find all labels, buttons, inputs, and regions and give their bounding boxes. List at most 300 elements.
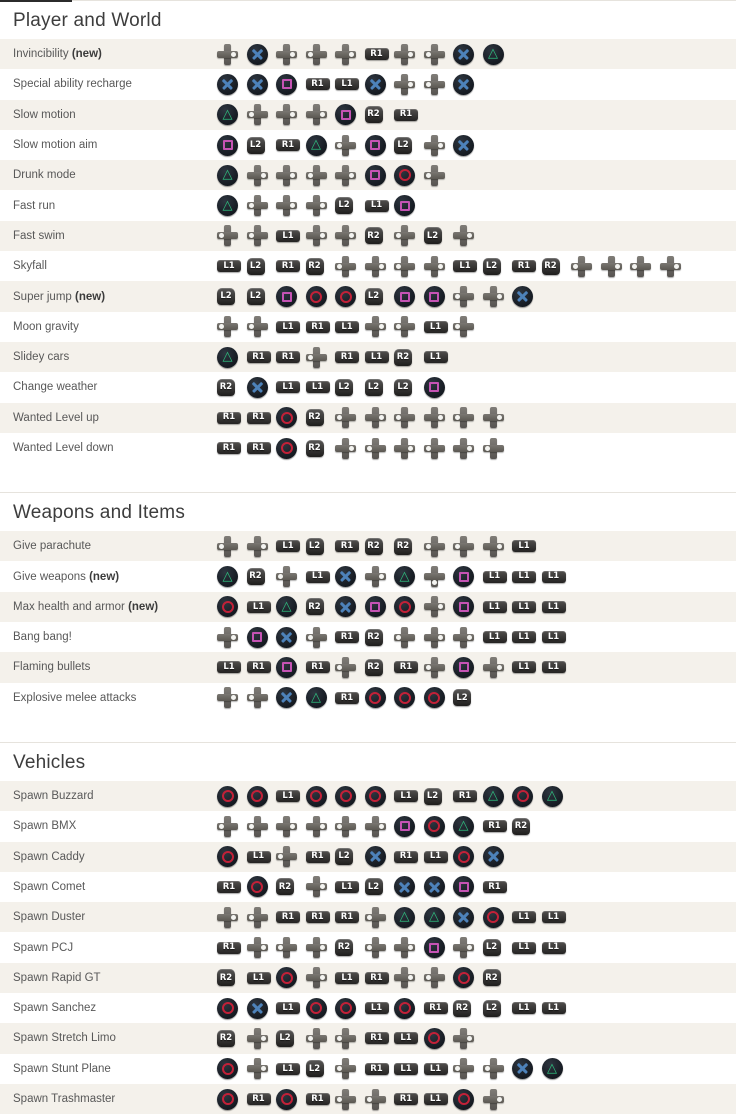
dpad-left-icon — [394, 627, 415, 648]
cheat-row — [0, 251, 736, 281]
button-slot — [335, 1028, 365, 1049]
button-slot — [424, 1093, 454, 1105]
circle-button-icon — [424, 816, 445, 837]
button-slot — [424, 596, 454, 617]
circle-button-icon — [217, 786, 238, 807]
circle-button-icon — [335, 286, 356, 307]
l1-button-icon: L1 — [512, 631, 536, 643]
button-sequence — [217, 907, 571, 928]
button-slot — [276, 438, 306, 459]
button-slot — [306, 661, 336, 673]
circle-button-icon — [453, 1089, 474, 1110]
button-slot — [424, 566, 454, 587]
button-slot — [247, 907, 277, 928]
button-slot — [365, 74, 395, 95]
dpad-left-icon — [335, 256, 356, 277]
button-slot — [276, 74, 306, 95]
triangle-button-icon: △ — [276, 596, 297, 617]
section-weapons-and-items — [0, 492, 736, 713]
button-slot — [394, 816, 424, 837]
cheat-row — [0, 531, 736, 561]
button-slot — [276, 139, 306, 151]
button-slot — [247, 412, 277, 424]
cheat-name-text: Spawn Trashmaster — [13, 1093, 116, 1106]
cheat-name — [0, 291, 217, 303]
cheat-row — [0, 561, 736, 591]
button-slot — [453, 1089, 483, 1110]
cross-button-icon — [512, 1058, 533, 1079]
cheat-row — [0, 652, 736, 682]
button-slot — [483, 907, 513, 928]
l2-button-icon: L2 — [394, 379, 412, 396]
button-slot — [424, 377, 454, 398]
button-slot — [365, 878, 395, 895]
square-button-icon — [217, 135, 238, 156]
cheat-name — [0, 139, 217, 151]
l1-button-icon: L1 — [424, 851, 448, 863]
button-slot — [365, 407, 395, 428]
button-slot — [483, 601, 513, 613]
l1-button-icon: L1 — [512, 942, 536, 954]
square-button-icon — [453, 566, 474, 587]
button-slot — [247, 1058, 277, 1079]
button-slot — [483, 657, 513, 678]
cross-button-icon — [247, 44, 268, 65]
dpad-left-icon — [424, 438, 445, 459]
button-sequence — [217, 195, 424, 216]
r2-button-icon: R2 — [217, 379, 235, 396]
button-slot — [276, 1089, 306, 1110]
l2-button-icon: L2 — [394, 137, 412, 154]
button-slot — [394, 851, 424, 863]
button-slot — [424, 1063, 454, 1075]
l2-button-icon: L2 — [483, 1000, 501, 1017]
cheat-name — [0, 412, 217, 424]
dpad-right-icon — [217, 627, 238, 648]
dpad-right-icon — [453, 937, 474, 958]
button-slot — [217, 627, 247, 648]
button-slot — [424, 687, 454, 708]
l2-button-icon: L2 — [335, 848, 353, 865]
button-slot — [365, 687, 395, 708]
l1-button-icon: L1 — [217, 661, 241, 673]
button-slot — [453, 689, 483, 706]
button-slot — [217, 536, 247, 557]
button-slot — [276, 1030, 306, 1047]
button-slot — [217, 135, 247, 156]
button-slot — [483, 44, 513, 65]
button-slot — [247, 44, 277, 65]
new-badge: (new) — [71, 48, 102, 61]
button-slot — [453, 438, 483, 459]
dpad-left-icon — [217, 816, 238, 837]
l2-button-icon: L2 — [306, 538, 324, 555]
l2-button-icon: L2 — [453, 689, 471, 706]
button-slot — [542, 571, 572, 583]
cheat-row — [0, 190, 736, 220]
l1-button-icon: L1 — [512, 661, 536, 673]
triangle-button-icon: △ — [217, 165, 238, 186]
button-slot — [394, 876, 424, 897]
button-sequence — [217, 74, 483, 95]
button-slot — [365, 316, 395, 337]
circle-button-icon — [394, 596, 415, 617]
circle-button-icon — [217, 1089, 238, 1110]
button-slot — [247, 998, 277, 1019]
cheat-name-text: Special ability recharge — [13, 78, 132, 91]
button-slot — [247, 351, 277, 363]
cheat-name — [0, 601, 217, 613]
dpad-left-icon — [247, 225, 268, 246]
l1-button-icon: L1 — [512, 911, 536, 923]
square-button-icon — [453, 876, 474, 897]
button-slot — [247, 661, 277, 673]
button-slot — [365, 351, 395, 363]
button-slot — [483, 820, 513, 832]
dpad-right-icon — [335, 44, 356, 65]
dpad-right-icon — [365, 566, 386, 587]
button-slot — [483, 846, 513, 867]
l2-button-icon: L2 — [306, 1060, 324, 1077]
dpad-left-icon — [453, 536, 474, 557]
r1-button-icon: R1 — [365, 1032, 389, 1044]
cheat-name-text: Invincibility — [13, 48, 69, 61]
button-slot — [247, 377, 277, 398]
button-slot — [335, 657, 365, 678]
button-slot — [306, 816, 336, 837]
cheat-row — [0, 1084, 736, 1114]
button-sequence — [217, 657, 571, 678]
dpad-right-icon — [424, 596, 445, 617]
l1-button-icon: L1 — [276, 230, 300, 242]
dpad-left-icon — [247, 816, 268, 837]
cheat-row — [0, 1023, 736, 1053]
cheat-name — [0, 230, 217, 242]
circle-button-icon — [365, 786, 386, 807]
button-slot — [453, 967, 483, 988]
button-slot — [424, 438, 454, 459]
button-slot — [217, 288, 247, 305]
button-slot — [453, 1000, 483, 1017]
square-button-icon — [394, 195, 415, 216]
cheat-row — [0, 592, 736, 622]
dpad-right-icon — [424, 256, 445, 277]
button-slot — [483, 786, 513, 807]
button-slot — [247, 687, 277, 708]
dpad-right-icon — [276, 165, 297, 186]
button-slot — [306, 998, 336, 1019]
r2-button-icon: R2 — [306, 598, 324, 615]
button-slot — [306, 937, 336, 958]
button-slot — [306, 409, 336, 426]
button-slot — [394, 165, 424, 186]
button-slot — [365, 135, 395, 156]
dpad-left-icon — [335, 1089, 356, 1110]
button-slot — [276, 911, 306, 923]
cheat-name-text: Fast swim — [13, 229, 65, 242]
dpad-right-icon — [306, 195, 327, 216]
cheat-name — [0, 911, 217, 923]
button-slot — [453, 846, 483, 867]
r1-button-icon: R1 — [335, 540, 359, 552]
circle-button-icon — [247, 876, 268, 897]
dpad-left-icon — [306, 627, 327, 648]
circle-button-icon — [394, 687, 415, 708]
dpad-right-icon — [335, 165, 356, 186]
r1-button-icon: R1 — [483, 820, 507, 832]
button-slot — [306, 165, 336, 186]
cheat-name-text: Spawn Caddy — [13, 850, 85, 863]
button-slot — [306, 911, 336, 923]
dpad-right-icon — [217, 44, 238, 65]
l1-button-icon: L1 — [306, 571, 330, 583]
button-slot — [365, 288, 395, 305]
button-slot — [306, 967, 336, 988]
dpad-right-icon — [276, 44, 297, 65]
cheat-name — [0, 571, 217, 583]
l1-button-icon: L1 — [247, 601, 271, 613]
button-slot — [306, 321, 336, 333]
button-slot — [365, 786, 395, 807]
button-slot — [542, 601, 572, 613]
button-slot — [365, 438, 395, 459]
r1-button-icon: R1 — [247, 412, 271, 424]
cheat-name-text: Moon gravity — [13, 320, 79, 333]
cross-button-icon — [247, 377, 268, 398]
button-slot — [306, 381, 336, 393]
button-slot — [276, 566, 306, 587]
r1-button-icon: R1 — [247, 1093, 271, 1105]
dpad-right-icon — [424, 135, 445, 156]
square-button-icon — [276, 286, 297, 307]
dpad-right-icon — [247, 1058, 268, 1079]
cheat-name-text: Fast run — [13, 199, 56, 212]
button-slot — [424, 135, 454, 156]
square-button-icon — [424, 937, 445, 958]
button-sequence — [217, 566, 571, 587]
button-sequence — [217, 104, 424, 125]
button-sequence — [217, 1089, 512, 1110]
button-slot — [453, 816, 483, 837]
dpad-right-icon — [217, 907, 238, 928]
button-slot — [217, 44, 247, 65]
button-slot — [542, 1058, 572, 1079]
dpad-left-icon — [394, 407, 415, 428]
dpad-right-icon — [335, 438, 356, 459]
button-slot — [306, 44, 336, 65]
cheat-name-text: Bang bang! — [13, 631, 72, 644]
section-title: Vehicles — [0, 743, 736, 781]
button-slot — [365, 48, 395, 60]
cheat-name — [0, 881, 217, 893]
square-button-icon — [276, 74, 297, 95]
button-slot — [365, 538, 395, 555]
r2-button-icon: R2 — [394, 538, 412, 555]
button-slot — [394, 790, 424, 802]
triangle-button-icon: △ — [542, 786, 563, 807]
triangle-button-icon: △ — [453, 816, 474, 837]
button-slot — [276, 540, 306, 552]
l1-button-icon: L1 — [542, 911, 566, 923]
dpad-right-icon — [247, 1028, 268, 1049]
button-slot — [483, 571, 513, 583]
dpad-left-icon — [247, 687, 268, 708]
cheat-row — [0, 781, 736, 811]
button-slot — [394, 627, 424, 648]
dpad-left-icon — [276, 566, 297, 587]
r2-button-icon: R2 — [512, 818, 530, 835]
button-slot — [394, 1093, 424, 1105]
button-slot — [217, 786, 247, 807]
cheat-name-text: Slow motion — [13, 108, 76, 121]
square-button-icon — [247, 627, 268, 648]
button-slot — [247, 225, 277, 246]
r1-button-icon: R1 — [276, 351, 300, 363]
button-slot — [512, 631, 542, 643]
button-slot — [365, 816, 395, 837]
button-slot — [453, 286, 483, 307]
button-slot — [542, 631, 572, 643]
button-slot — [571, 256, 601, 277]
button-slot — [217, 74, 247, 95]
cheat-name — [0, 169, 217, 181]
button-slot — [335, 881, 365, 893]
cheat-name-text: Spawn Sanchez — [13, 1002, 97, 1015]
dpad-right-icon — [394, 438, 415, 459]
dpad-left-icon — [394, 225, 415, 246]
cheat-name — [0, 1032, 217, 1044]
button-slot — [365, 937, 395, 958]
cheat-name — [0, 851, 217, 863]
r2-button-icon: R2 — [365, 538, 383, 555]
l2-button-icon: L2 — [335, 379, 353, 396]
button-slot — [512, 942, 542, 954]
button-slot — [453, 44, 483, 65]
cross-button-icon — [365, 74, 386, 95]
button-slot — [453, 790, 483, 802]
button-slot — [365, 379, 395, 396]
button-slot — [453, 627, 483, 648]
l1-button-icon: L1 — [542, 942, 566, 954]
l2-button-icon: L2 — [365, 878, 383, 895]
square-button-icon — [424, 286, 445, 307]
button-slot — [365, 165, 395, 186]
button-slot — [394, 256, 424, 277]
button-slot — [276, 44, 306, 65]
dpad-left-icon — [365, 907, 386, 928]
cheat-name-text: Super jump — [13, 290, 72, 303]
button-slot — [483, 969, 513, 986]
button-slot — [424, 816, 454, 837]
button-slot — [335, 135, 365, 156]
cheat-name-text: Wanted Level up — [13, 411, 99, 424]
button-slot — [306, 851, 336, 863]
dpad-right-icon — [335, 225, 356, 246]
button-slot — [247, 816, 277, 837]
button-slot — [335, 1058, 365, 1079]
dpad-left-icon — [335, 657, 356, 678]
cheat-row — [0, 963, 736, 993]
cross-button-icon — [335, 596, 356, 617]
cross-button-icon — [483, 846, 504, 867]
cheat-name — [0, 48, 217, 60]
button-slot — [660, 256, 690, 277]
dpad-left-icon — [306, 347, 327, 368]
l1-button-icon: L1 — [247, 851, 271, 863]
button-slot — [335, 379, 365, 396]
button-slot — [217, 942, 247, 954]
cheat-name-text: Slidey cars — [13, 351, 70, 364]
button-slot — [306, 104, 336, 125]
button-slot — [424, 851, 454, 863]
r1-button-icon: R1 — [276, 139, 300, 151]
cheat-name-text: Wanted Level down — [13, 442, 114, 454]
button-slot — [394, 907, 424, 928]
cheat-row — [0, 1054, 736, 1084]
dpad-right-icon — [247, 536, 268, 557]
r1-button-icon: R1 — [306, 851, 330, 863]
cheat-name-text: Spawn Comet — [13, 880, 86, 893]
dpad-left-icon — [483, 1058, 504, 1079]
button-slot — [453, 135, 483, 156]
button-slot — [247, 442, 277, 454]
button-slot — [335, 225, 365, 246]
dpad-left-icon — [335, 1028, 356, 1049]
button-slot — [424, 165, 454, 186]
button-slot — [306, 598, 336, 615]
l1-button-icon: L1 — [335, 972, 359, 984]
dpad-left-icon — [365, 1089, 386, 1110]
button-sequence — [217, 316, 483, 337]
dpad-right-icon — [276, 104, 297, 125]
button-slot — [247, 165, 277, 186]
button-slot — [483, 1058, 513, 1079]
button-slot — [276, 381, 306, 393]
button-slot — [394, 566, 424, 587]
button-slot — [394, 316, 424, 337]
button-slot — [453, 1028, 483, 1049]
button-slot — [424, 286, 454, 307]
triangle-button-icon: △ — [483, 44, 504, 65]
button-slot — [424, 256, 454, 277]
circle-button-icon — [217, 998, 238, 1019]
button-slot — [394, 349, 424, 366]
button-sequence — [217, 1028, 483, 1049]
r2-button-icon: R2 — [365, 227, 383, 244]
cheat-name — [0, 381, 217, 393]
button-slot — [247, 937, 277, 958]
dpad-left-icon — [394, 316, 415, 337]
circle-button-icon — [217, 1058, 238, 1079]
square-button-icon — [453, 657, 474, 678]
r1-button-icon: R1 — [394, 1093, 418, 1105]
button-slot — [424, 227, 454, 244]
r2-button-icon: R2 — [217, 969, 235, 986]
button-slot — [335, 998, 365, 1019]
button-slot — [424, 407, 454, 428]
r1-button-icon: R1 — [365, 972, 389, 984]
cheat-row — [0, 281, 736, 311]
button-slot — [217, 998, 247, 1019]
cheat-row — [0, 221, 736, 251]
cross-button-icon — [453, 74, 474, 95]
l2-button-icon: L2 — [276, 1030, 294, 1047]
circle-button-icon — [306, 998, 327, 1019]
button-slot — [453, 876, 483, 897]
button-slot — [424, 627, 454, 648]
button-slot — [306, 627, 336, 648]
button-slot — [365, 1002, 395, 1014]
